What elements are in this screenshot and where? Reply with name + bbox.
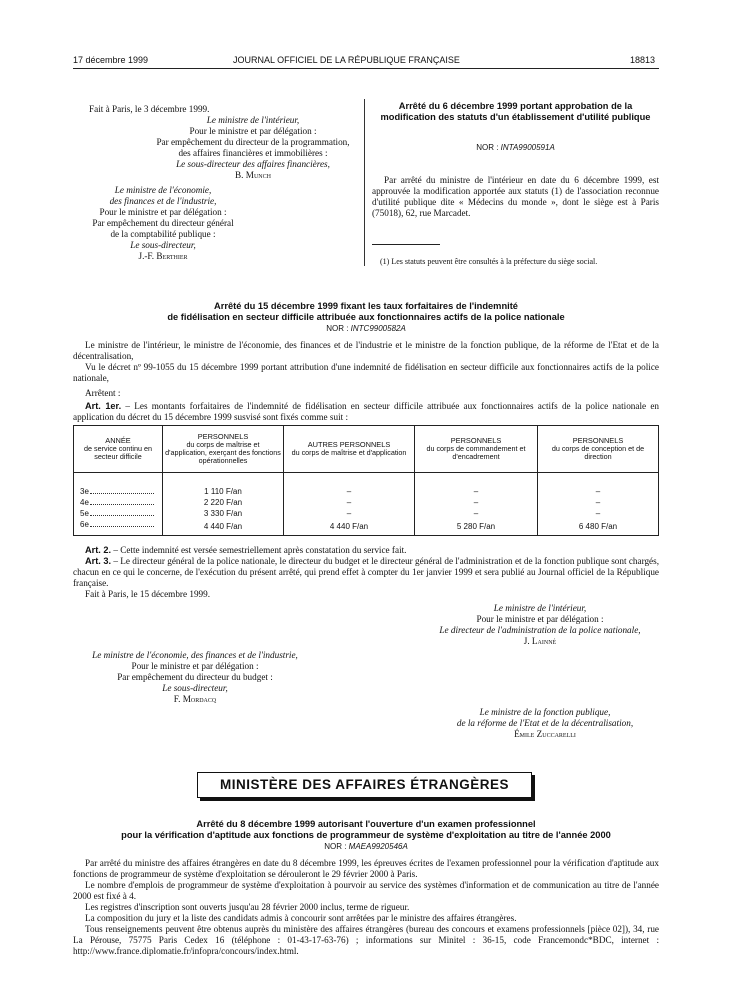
- decree-title-indemnite: [73, 301, 659, 322]
- nor-code: INTA9900591A: [500, 143, 555, 152]
- sig-line: des finances et de l'industrie,: [109, 196, 217, 206]
- table-cell: 6 480 F/an: [538, 520, 659, 536]
- sig-line: Le directeur de l'administration de la police nationale,: [439, 625, 641, 635]
- sig-name: J. Lainné: [523, 636, 557, 646]
- nor-reference: [73, 323, 659, 334]
- table-cell: –: [415, 498, 538, 509]
- sig-name: J.-F. Berthier: [138, 251, 188, 261]
- sig-line: Par empêchement du directeur de la programmation,: [156, 137, 350, 147]
- table-row: [74, 487, 659, 498]
- article-text: Les montants forfaitaires de l'indemnité de fidélisation en secteur difficile attribuée aux fonctionnaires actifs de la police nationale en application du décret du 15 décembre 1999 susvisé sont fixés comme suit :: [73, 401, 660, 422]
- paragraph: Arrêtent :: [85, 388, 121, 398]
- sig-line: Le ministre de la fonction publique,: [479, 707, 611, 717]
- decree-articles: [73, 545, 659, 600]
- nor-label: NOR :: [324, 842, 347, 851]
- footnote-rule: [372, 244, 440, 245]
- article-label: Art. 3.: [85, 556, 112, 566]
- title-line: Arrêté du 15 décembre 1999 fixant les taux forfaitaires de l'indemnité: [214, 301, 518, 311]
- paragraph: Les registres d'inscription sont ouverts jusqu'au 28 février 2000 inclus, terme de rigueur.: [85, 902, 410, 912]
- paragraph: Vu le décret nº 99-1055 du 15 décembre 1999 portant attribution d'une indemnité de fidélisation en secteur difficile aux fonctionnaires actifs de la police nationale,: [73, 362, 659, 383]
- decree-body-statuts: Par arrêté du ministre de l'intérieur en date du 6 décembre 1999, est approuvée la modification apportée aux statuts (1) de l'association reconnue d'utilité publique dite « Médecins du monde », dont le siège est à Paris (75018), 62, rue Marcadet.: [372, 175, 659, 218]
- sig-line: Pour le ministre et par délégation :: [131, 661, 259, 671]
- decree-body-indemnite: [73, 340, 659, 423]
- table-cell: –: [284, 498, 415, 509]
- header-date: 17 décembre 1999: [73, 55, 149, 65]
- title-line: de fidélisation en secteur difficile attribuée aux fonctionnaires actifs de la police nationale: [167, 311, 565, 322]
- decree-title-examen: [73, 819, 659, 840]
- ministry-heading: MINISTÈRE DES AFFAIRES ÉTRANGÈRES: [197, 772, 532, 798]
- signature-economie: [60, 650, 330, 705]
- table-cell: 4 440 F/an: [163, 520, 284, 536]
- article-text: Cette indemnité est versée semestriellement après constatation du service fait.: [120, 545, 407, 555]
- table-cell: 2 220 F/an: [163, 498, 284, 509]
- table-cell: 1 110 F/an: [163, 487, 284, 498]
- header-page-number: 18813: [630, 55, 656, 65]
- signature-fonction-publique: [415, 707, 675, 740]
- year-cell: 3e: [74, 487, 163, 498]
- column-header: PERSONNELS du corps de conception et de direction: [538, 426, 659, 473]
- nor-label: NOR :: [476, 143, 499, 152]
- sig-line: Le ministre de l'économie,: [114, 185, 212, 195]
- decree-title-statuts: Arrêté du 6 décembre 1999 portant approbation de la modification des statuts d'un établissement d'utilité publique: [380, 101, 651, 122]
- table-cell: –: [284, 509, 415, 520]
- nor-reference: [372, 142, 659, 153]
- sig-line: Le ministre de l'économie, des finances et de l'industrie,: [92, 650, 298, 660]
- paragraph: Par arrêté du ministre des affaires étrangères en date du 8 décembre 1999, les épreuves écrites de l'examen professionnel pour la vérification d'aptitude aux fonctions de programmeur de système d'exploitation se dérouleront le 29 février 2000 à Paris.: [73, 858, 659, 879]
- article-label: Art. 1er.: [85, 401, 122, 411]
- sig-line: Le sous-directeur des affaires financières,: [176, 159, 330, 169]
- table-row: [74, 520, 659, 536]
- year-cell: 4e: [74, 498, 163, 509]
- table-header-row: [74, 426, 659, 473]
- paragraph: Le nombre d'emplois de programmeur de système d'exploitation à pourvoir au service des systèmes d'information et de communication au titre de l'année 2000 est fixé à 4.: [73, 880, 659, 901]
- table-cell: 5 280 F/an: [415, 520, 538, 536]
- sig-name: Émile Zuccarelli: [514, 729, 576, 739]
- decree-body-examen: [73, 858, 659, 957]
- title-line: pour la vérification d'aptitude aux fonctions de programmeur de système d'exploitation au titre de l'année 2000: [121, 829, 611, 840]
- sig-line: Par empêchement du directeur du budget :: [117, 672, 273, 682]
- nor-code: MAEA9920546A: [348, 842, 408, 851]
- title-line: Arrêté du 8 décembre 1999 autorisant l'ouverture d'un examen professionnel: [196, 819, 536, 829]
- table-cell: –: [538, 487, 659, 498]
- footnote: (1) Les statuts peuvent être consultés à la préfecture du siège social.: [380, 257, 598, 266]
- sig-line: Le ministre de l'intérieur,: [493, 603, 587, 613]
- header-journal: JOURNAL OFFICIEL DE LA RÉPUBLIQUE FRANÇAISE: [233, 55, 460, 65]
- sig-line: des affaires financières et immobilières :: [178, 148, 328, 158]
- table-row: [74, 509, 659, 520]
- sig-line: Pour le ministre et par délégation :: [99, 207, 227, 217]
- table-cell: –: [415, 509, 538, 520]
- article-text: Le directeur général de la police nationale, le directeur du budget et le directeur général de l'administration et de la fonction publique sont chargés, chacun en ce qui le concerne, de l'exécution du présent arrêté, qui prend effet à compter du 1er janvier 1999 et sera publié au Journal officiel de la République française.: [73, 556, 660, 588]
- column-header: PERSONNELS du corps de maîtrise et d'application, exerçant des fonctions opérationnelles: [163, 426, 284, 473]
- column-divider: [364, 99, 365, 266]
- year-cell: 6e: [74, 520, 163, 536]
- nor-reference: [73, 841, 659, 852]
- sig-line: Pour le ministre et par délégation :: [476, 614, 604, 624]
- sig-line: Le ministre de l'intérieur,: [206, 115, 300, 125]
- article-label: Art. 2.: [85, 545, 112, 555]
- sig-line: Par empêchement du directeur général: [92, 218, 234, 228]
- paragraph: Tous renseignements peuvent être obtenus auprès du ministère des affaires étrangères (bureau des concours et examens professionnels [pièce 02]), 34, rue La Pérouse, 75775 Paris Cedex 16 (téléphone : 01-43-17-63-76) ; informations sur Minitel : 36-15, code Francemondc*BDC, internet : http://www.france.diplomatie.fr/infopra/concours/index.html.: [73, 924, 659, 956]
- table-cell: –: [415, 487, 538, 498]
- year-cell: 5e: [74, 509, 163, 520]
- nor-label: NOR :: [326, 324, 349, 333]
- paragraph: La composition du jury et la liste des candidats admis à concourir sont arrêtées par le ministre des affaires étrangères.: [85, 913, 517, 923]
- article-1: Art. 1er. – Les montants forfaitaires de l'indemnité de fidélisation en secteur difficile attribuée aux fonctionnaires actifs de la police nationale en application du décret du 15 décembre 1999 susvisé sont fixés comme suit :: [73, 401, 660, 422]
- table-cell: –: [538, 498, 659, 509]
- indemnity-table: [73, 425, 659, 536]
- column-header: AUTRES PERSONNELS du corps de maîtrise et d'application: [284, 426, 415, 473]
- sig-line: de la réforme de l'Etat et de la décentralisation,: [456, 718, 634, 728]
- sig-name: F. Mordacq: [173, 694, 217, 704]
- sig-name: B. Munch: [235, 170, 271, 180]
- sig-line: Le sous-directeur,: [130, 240, 196, 250]
- signature-interieur: [400, 603, 680, 647]
- article-2: Art. 2. – Cette indemnité est versée semestriellement après constatation du service fait.: [85, 545, 407, 555]
- table-cell: –: [284, 487, 415, 498]
- column-header: ANNÉE de service continu en secteur difficile: [74, 426, 163, 473]
- fait-line: Fait à Paris, le 15 décembre 1999.: [85, 589, 211, 599]
- sig-line: Le sous-directeur,: [162, 683, 228, 693]
- fait-line: Fait à Paris, le 3 décembre 1999.: [89, 104, 210, 114]
- sig-line: de la comptabilité publique :: [110, 229, 216, 239]
- paragraph: Le ministre de l'intérieur, le ministre de l'économie, des finances et de l'industrie et le ministre de la fonction publique, de la réforme de l'Etat et de la décentralisation,: [73, 340, 659, 361]
- table-cell: –: [538, 509, 659, 520]
- table-cell: 4 440 F/an: [284, 520, 415, 536]
- table-row: [74, 498, 659, 509]
- nor-code: INTC9900582A: [350, 324, 406, 333]
- article-3: Art. 3. – Le directeur général de la police nationale, le directeur du budget et le directeur général de l'administration et de la fonction publique sont chargés, chacun en ce qui le concerne, de l'exécution du présent arrêté, qui prend effet à compter du 1er janvier 1999 et sera publié au Journal officiel de la République française.: [73, 556, 660, 588]
- table-cell: 3 330 F/an: [163, 509, 284, 520]
- sig-line: Pour le ministre et par délégation :: [189, 126, 317, 136]
- column-header: PERSONNELS du corps de commandement et d'encadrement: [415, 426, 538, 473]
- header-rule: [73, 68, 659, 69]
- left-top-signatures: [73, 104, 363, 262]
